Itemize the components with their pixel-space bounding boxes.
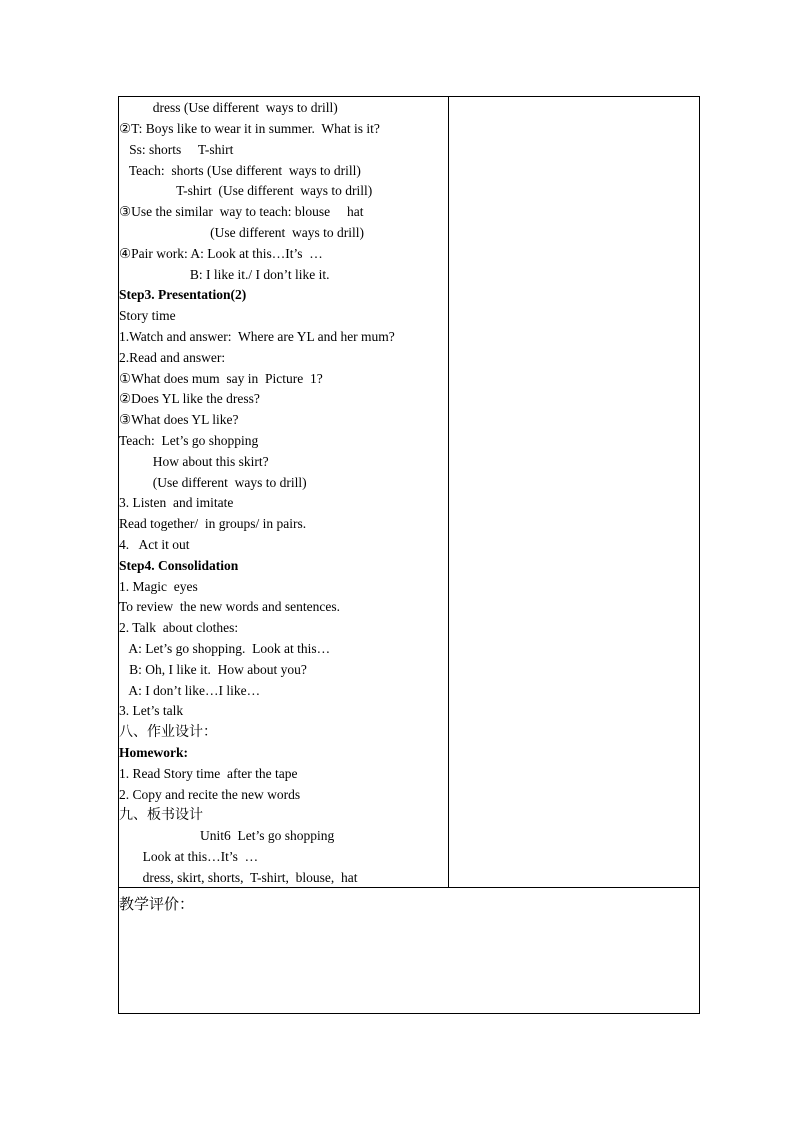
line-how-about-skirt: How about this skirt? [119, 454, 269, 469]
lesson-content-cell [119, 97, 449, 887]
line-similar-way: ③Use the similar way to teach: blouse hat [119, 204, 364, 219]
line-hw1: 1. Read Story time after the tape [119, 766, 298, 781]
line-q1: ①What does mum say in Picture 1? [119, 371, 323, 386]
heading-homework-design: 八、作业设计： [119, 724, 217, 740]
line-dress-drill: dress (Use different ways to drill) [119, 100, 338, 115]
line-use-different: (Use different ways to drill) [119, 225, 364, 240]
line-q3: ③What does YL like? [119, 412, 239, 427]
line-lets-talk: 3. Let’s talk [119, 703, 184, 718]
heading-step3: Step3. Presentation(2) [119, 287, 247, 302]
evaluation-label: 教学评价： [119, 895, 195, 913]
line-talk-clothes: 2. Talk about clothes: [119, 620, 239, 635]
line-teach-shopping: Teach: Let’s go shopping [119, 433, 259, 448]
line-board-look: Look at this…It’s … [119, 849, 259, 864]
line-use-different-2: (Use different ways to drill) [119, 475, 307, 490]
evaluation-cell [119, 888, 699, 1013]
notes-cell [449, 97, 699, 887]
line-hw2: 2. Copy and recite the new words [119, 787, 301, 802]
line-story-time: Story time [119, 308, 176, 323]
line-b-oh: B: Oh, I like it. How about you? [119, 662, 307, 677]
line-a-dont-like: A: I don’t like…I like… [119, 683, 261, 698]
line-act-out: 4. Act it out [119, 537, 190, 552]
line-q2: ②Does YL like the dress? [119, 391, 260, 406]
line-a-shopping: A: Let’s go shopping. Look at this… [119, 641, 331, 656]
line-board-title: Unit6 Let’s go shopping [119, 828, 335, 843]
line-listen-imitate: 3. Listen and imitate [119, 495, 234, 510]
line-tshirt-drill: T-shirt (Use different ways to drill) [119, 183, 373, 198]
heading-step4: Step4. Consolidation [119, 558, 239, 573]
line-watch-answer: 1.Watch and answer: Where are YL and her mum? [119, 329, 395, 344]
heading-homework: Homework: [119, 745, 188, 760]
line-board-words: dress, skirt, shorts, T-shirt, blouse, hat [119, 870, 358, 885]
line-read-answer: 2.Read and answer: [119, 350, 226, 365]
line-magic-eyes: 1. Magic eyes [119, 579, 198, 594]
line-boys-summer: ②T: Boys like to wear it in summer. What is it? [119, 121, 380, 136]
line-pair-work: ④Pair work: A: Look at this…It’s … [119, 246, 323, 261]
line-read-together: Read together/ in groups/ in pairs. [119, 516, 307, 531]
heading-board-design: 九、板书设计 [119, 807, 203, 823]
line-b-like: B: I like it./ I don’t like it. [119, 267, 330, 282]
lesson-plan-table [118, 96, 700, 1014]
line-teach-shorts: Teach: shorts (Use different ways to drill) [119, 163, 361, 178]
line-review: To review the new words and sentences. [119, 599, 340, 614]
line-ss-shorts: Ss: shorts T-shirt [119, 142, 234, 157]
